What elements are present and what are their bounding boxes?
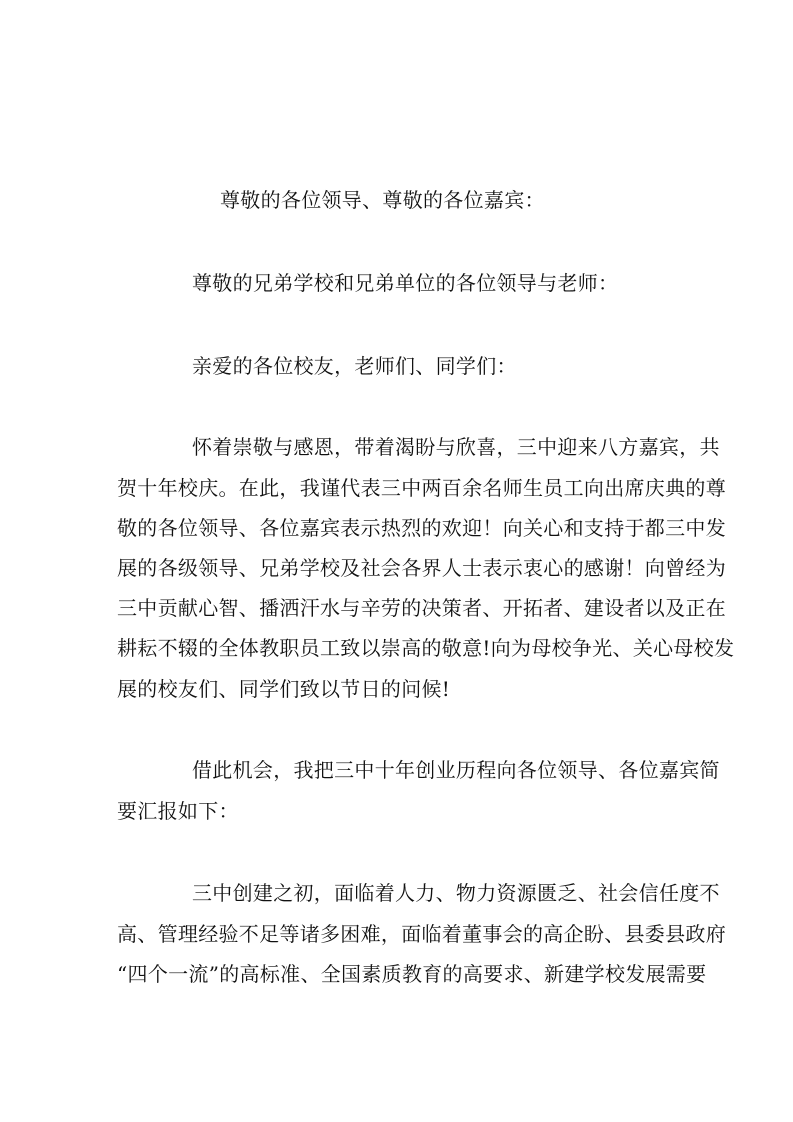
paragraph-founding-line-3: “四个一流”的高标准、全国素质教育的高要求、新建学校发展需要 [117,962,707,986]
paragraph-welcome-line-4: 展的各级领导、兄弟学校及社会各界人士表示衷心的感谢！向曾经为 [117,556,726,580]
paragraph-founding-line-2: 高、管理经验不足等诸多困难，面临着董事会的高企盼、县委县政府 [117,922,726,946]
paragraph-founding-line-1: 三中创建之初，面临着人力、物力资源匮乏、社会信任度不 [192,881,720,905]
paragraph-welcome-line-5: 三中贡献心智、播洒汗水与辛劳的决策者、开拓者、建设者以及正在 [117,596,726,620]
paragraph-welcome-line-7: 展的校友们、同学们致以节日的问候! [117,677,451,701]
paragraph-report-line-2: 要汇报如下： [117,799,239,823]
salutation-leaders-guests: 尊敬的各位领导、尊敬的各位嘉宾： [220,188,545,212]
paragraph-welcome-line-1: 怀着崇敬与感恩，带着渴盼与欣喜，三中迎来八方嘉宾，共 [192,435,720,459]
salutation-brother-schools: 尊敬的兄弟学校和兄弟单位的各位领导与老师： [192,271,619,295]
paragraph-welcome-line-3: 敬的各位领导、各位嘉宾表示热烈的欢迎！向关心和支持于都三中发 [117,516,726,540]
paragraph-report-line-1: 借此机会，我把三中十年创业历程向各位领导、各位嘉宾简 [192,758,720,782]
paragraph-welcome-line-2: 贺十年校庆。在此，我谨代表三中两百余名师生员工向出席庆典的尊 [117,476,726,500]
salutation-alumni-teachers-students: 亲爱的各位校友，老师们、同学们： [192,354,517,378]
paragraph-welcome-line-6: 耕耘不辍的全体教职员工致以崇高的敬意!向为母校争光、关心母校发 [117,636,735,660]
